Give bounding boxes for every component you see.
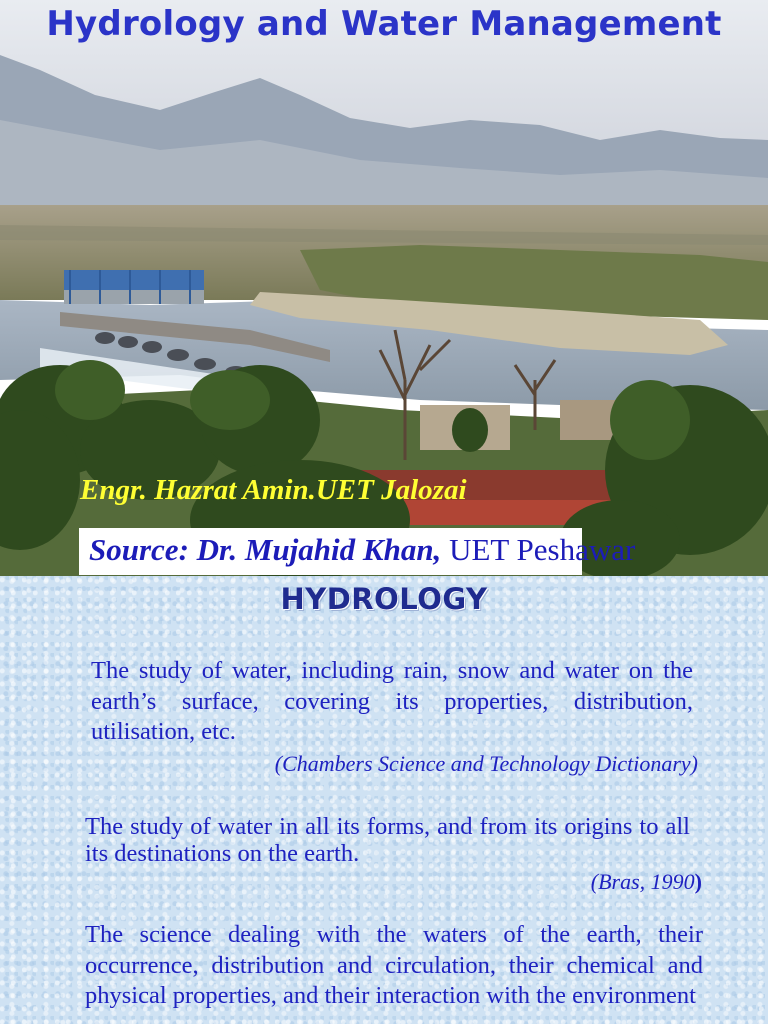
citation-2 bbox=[591, 869, 702, 895]
hydrology-definition-slide bbox=[0, 576, 768, 1024]
definition-2: The study of water in all its forms, and from its origins to all its destinations on the earth. bbox=[85, 813, 690, 867]
citation-2-close: ) bbox=[694, 869, 702, 894]
citation-1: (Chambers Science and Technology Dictionary) bbox=[274, 751, 698, 776]
source-line bbox=[89, 532, 635, 568]
definition-1: The study of water, including rain, snow and water on the earth’s surface, covering its properties, distribution, utilisation, etc. bbox=[91, 657, 693, 745]
citation-2-text: (Bras, 1990 bbox=[590, 869, 695, 894]
definition-3: The science dealing with the waters of the earth, their occurrence, distribution and circulation, their chemical and physical properties, and their interaction with the environment bbox=[85, 921, 703, 1009]
slide-title: HYDROLOGY bbox=[280, 582, 488, 616]
author-line: Engr. Hazrat Amin.UET Jalozai bbox=[80, 474, 467, 506]
source-institution: UET Peshawar bbox=[441, 532, 636, 567]
source-lead: Source: Dr. Mujahid Khan, bbox=[89, 532, 442, 567]
presentation-title: Hydrology and Water Management bbox=[46, 4, 722, 44]
